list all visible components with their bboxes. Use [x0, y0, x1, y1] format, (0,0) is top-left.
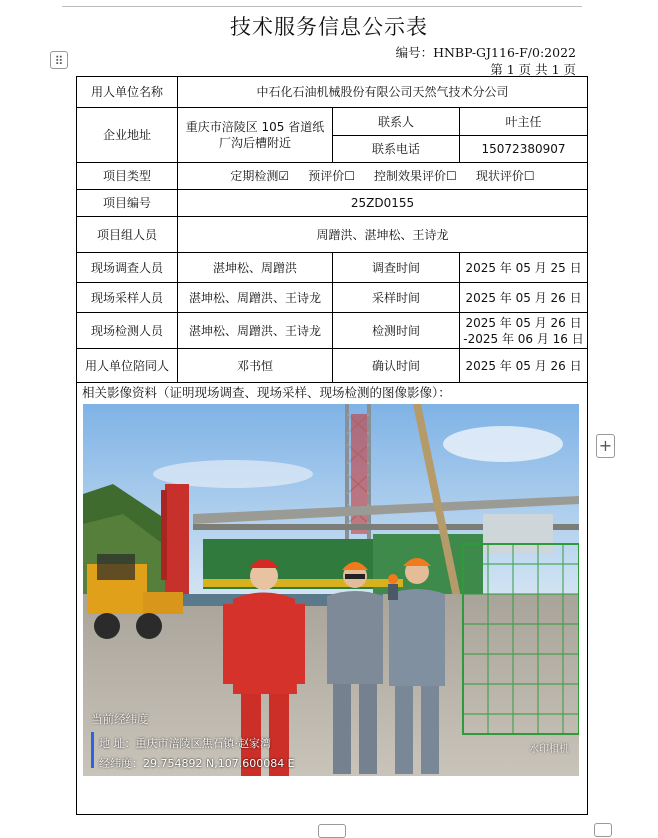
table-row: [77, 77, 588, 108]
phone-value: 15072380907: [460, 136, 588, 163]
confirm-time-value: 2025 年 05 月 26 日: [460, 349, 588, 383]
table-row: [77, 313, 588, 349]
project-no-value: 25ZD0155: [178, 190, 588, 217]
escort-value: 邓书恒: [178, 349, 333, 383]
members-value: 周蹭洪、湛坤松、王诗龙: [178, 217, 588, 253]
escort-label: 用人单位陪同人: [77, 349, 178, 383]
survey-staff-value: 湛坤松、周蹭洪: [178, 253, 333, 283]
document-number: 编号：HNBP-GJ116-F/0:2022: [395, 45, 576, 60]
images-cell: [77, 383, 588, 815]
type-option-control-effect[interactable]: 控制效果评价☐: [374, 169, 457, 183]
photo-overlay-heading: 当前经纬度: [91, 712, 149, 726]
type-option-periodic[interactable]: 定期检测☑: [230, 169, 290, 183]
client-value: 中石化石油机械股份有限公司天然气技术分公司: [178, 77, 588, 108]
table-row: [77, 108, 588, 136]
table-row: [77, 217, 588, 253]
table-row: [77, 349, 588, 383]
confirm-time-label: 确认时间: [333, 349, 460, 383]
table-row: [77, 383, 588, 815]
type-option-pre-assessment[interactable]: 预评价☐: [308, 169, 355, 183]
testing-staff-label: 现场检测人员: [77, 313, 178, 349]
site-photo-image: [83, 404, 579, 776]
sampling-time-label: 采样时间: [333, 283, 460, 313]
testing-time-end: -2025 年 06 月 16 日: [463, 331, 584, 346]
bottom-handle-right[interactable]: [594, 823, 612, 837]
bottom-handle-center[interactable]: [318, 824, 346, 838]
project-no-label: 项目编号: [77, 190, 178, 217]
members-label: 项目组人员: [77, 217, 178, 253]
type-label: 项目类型: [77, 163, 178, 190]
plus-icon[interactable]: +: [596, 434, 615, 458]
table-row: [77, 190, 588, 217]
sampling-staff-value: 湛坤松、周蹭洪、王诗龙: [178, 283, 333, 313]
phone-label: 联系电话: [333, 136, 460, 163]
address-label: 企业地址: [77, 108, 178, 163]
page-number: 第 1 页 共 1 页: [490, 62, 576, 77]
type-option-current-status[interactable]: 现状评价☐: [475, 169, 535, 183]
address-value: 重庆市涪陵区 105 省道纸厂沟后槽附近: [178, 108, 333, 163]
type-options: [178, 163, 588, 190]
testing-staff-value: 湛坤松、周蹭洪、王诗龙: [178, 313, 333, 349]
table-row: [77, 283, 588, 313]
table-row: [77, 253, 588, 283]
survey-time-label: 调查时间: [333, 253, 460, 283]
photo-overlay-bar: [91, 732, 94, 768]
sampling-staff-label: 现场采样人员: [77, 283, 178, 313]
testing-time-value: [460, 313, 588, 349]
images-caption: 相关影像资料（证明现场调查、现场采样、现场检测的图像影像）：: [82, 385, 451, 400]
site-photo: [83, 404, 579, 776]
survey-staff-label: 现场调查人员: [77, 253, 178, 283]
move-handle-icon[interactable]: ⠿: [50, 51, 68, 69]
client-label: 用人单位名称: [77, 77, 178, 108]
photo-overlay-coords: 经纬度：29.754892 N,107.600084 E: [99, 757, 295, 770]
table-row: [77, 163, 588, 190]
photo-watermark: 水印相机: [529, 744, 569, 755]
survey-time-value: 2025 年 05 月 25 日: [460, 253, 588, 283]
contact-label: 联系人: [333, 108, 460, 136]
photo-overlay-address: 地 址：重庆市涪陵区焦石镇·赵家湾: [99, 737, 271, 750]
testing-time-start: 2025 年 05 月 26 日: [465, 315, 582, 330]
header-rule: [62, 0, 582, 7]
sampling-time-value: 2025 年 05 月 26 日: [460, 283, 588, 313]
contact-value: 叶主任: [460, 108, 588, 136]
page-title: 技术服务信息公示表: [230, 15, 428, 39]
testing-time-label: 检测时间: [333, 313, 460, 349]
info-table: [76, 76, 588, 815]
